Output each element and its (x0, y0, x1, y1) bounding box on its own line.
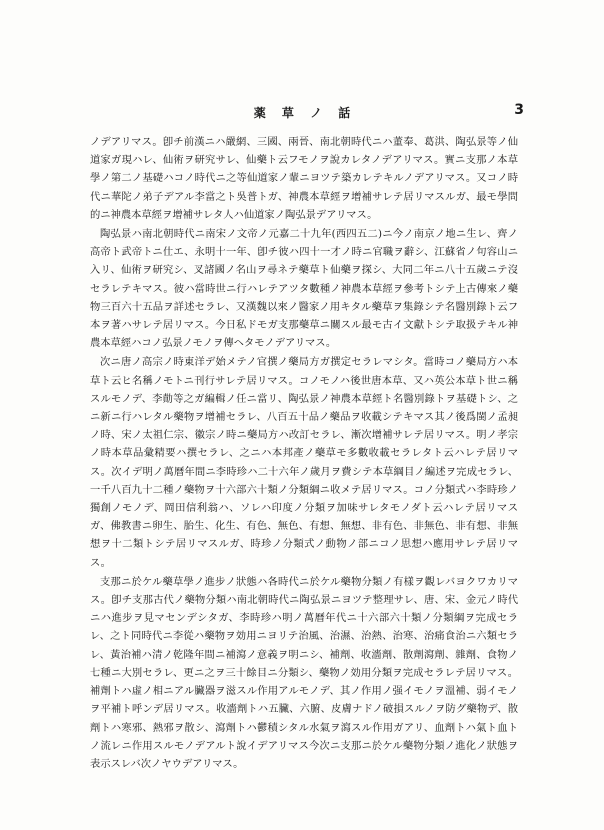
paragraph: 支那ニ於ケル藥草學ノ進步ノ狀態ハ各時代ニ於ケル藥物分類ノ有樣ヲ觀レバヨクワカリマス。卽チ支那古代ノ藥物分類ハ南北朝時代ニ陶弘景ニヨツテ整理サレ、唐、宋、金元ノ時代ニハ進步ヲ見マセンデシタガ、李時珍ハ明ノ萬曆年代ニ十六部六十類ノ分類綱ヲ完成セラレ、之ト同時代ニ李從ハ藥物ヲ効用ニヨリテ治風、治濕、治熱、治寒、治痛食治ニ六類セラレ、黃治補ハ清ノ乾隆年間ニ補瀉ノ意義ヲ明ニシ、補劑、收濇劑、散劑瀉劑、雜劑、食物ノ七種ニ大別セラレ、更ニ之ヲ三十餘目ニ分類シ、藥物ノ効用分類ヲ完成セラレテ居リマス。補劑トハ虛ノ相ニアル臟器ヲ滋スル作用アルモノデ、其ノ作用ノ强イモノヲ溫補、弱イモノヲ平補ト呼ンデ居リマス。收濇劑トハ五臟、六腑、皮膚ナドノ破損スルノヲ防グ藥物デ、散劑トハ寒邪、熱邪ヲ散シ、瀉劑トハ鬱積シタル水氣ヲ瀉スル作用ガアリ、血劑トハ氣ト血トノ流レニ作用スルモノデアルト說イデアリマス今次ニ支那ニ於ケル藥物分類ノ進化ノ狀態ヲ表示スレバ次ノヤウデアリマス。 (90, 575, 518, 770)
body-text (90, 133, 518, 774)
running-title: 薬 草 ノ 話 (253, 106, 357, 120)
paragraph: 次ニ唐ノ高宗ノ時東洋デ始メテノ官撰ノ藥局方ガ撰定セラレマシタ。當時コノ藥局方ハ本草ト云ヒ名稱ノモトニ刊行サレテ居リマス。コノモノハ後世唐本草、又ハ英公本草ト世ニ稱スルモノデ、李勣等之ガ編輯ノ任ニ當リ、陶弘景ノ神農本草經ト名醫別錄トヲ基礎トシ、之ニ新ニ行ハレタル藥物ヲ增補セラレ、八百五十品ノ藥品ヲ收載シテキマス其ノ後爲閩ノ孟昶ノ時、宋ノ太祖仁宗、徽宗ノ時ニ藥局方ハ改訂セラレ、漸次增補サレテ居リマス。明ノ孝宗ノ時本草品彙精要ハ撰セラレ、之ニハ本邦產ノ藥草モ多數收載セラレタト云ハレテ居リマス。次イデ明ノ萬曆年間ニ李時珍ハ二十六年ノ歲月ヲ費シテ本草綱目ノ編述ヲ完成セラレ、一千八百九十二種ノ藥物ヲ十六部六十類ノ分類綱ニ收メテ居リマス。コノ分類式ハ李時珍ノ獨創ノモノデ、岡田信利翁ハ、ソレハ印度ノ分類ヲ加味サレタモノダト云ハレテ居リマスガ、佛教書ニ卵生、胎生、化生、有色、無色、有想、無想、非有色、非無色、非有想、非無想ヲ十二類トシテ居リマスルガ、時珍ノ分類式ノ動物ノ部ニコノ思想ハ應用サレテ居リマス。 (90, 356, 518, 569)
paragraph: 陶弘景ハ南北朝時代ニ南宋ノ文帝ノ元嘉二十九年(西四五二)ニ今ノ南京ノ地ニ生レ、齊ノ高帝ト武帝トニ仕エ、永明十一年、卽チ彼ハ四十一才ノ時ニ官職ヲ辭シ、江蘇省ノ句容山ニ入リ、仙術ヲ研究シ、叉諸國ノ名山ヲ尋ネテ藥草ト仙藥ヲ探シ、大同二年ニ八十五歲ニテ沒セラレテキマス。彼ハ當時世ニ行ハレテアツタ數種ノ神農本草經ヲ參考トシテ上古傳來ノ藥物三百六十五品ヲ詳述セラレ、又漢魏以來ノ醫家ノ用キタル藥草ヲ集錄シテ名醫別錄ト云フ本ヲ著ハサレテ居リマス。今日私ドモガ支那藥草ニ關スル最モ古イ文獻トシテ取扱テキル神農本草經ハコノ弘景ノモノヲ傳ヘタモノデアリマス。 (90, 228, 518, 350)
paragraph: ノデアリマス。卽チ前漢ニハ嚴網、三國、兩晉、南北朝時代ニハ董奉、葛洪、陶弘景等ノ仙道家ガ現ハレ、仙術ヲ研究サレ、仙藥ト云フモノヲ說カレタノデアリマス。實ニ支那ノ本草學ノ第二ノ基礎ハコノ時代ニ之等仙道家ノ輩ニヨツテ築カレテキルノデアリマス。又コノ時代ニ華陀ノ弟子デアル李當之ト吳普トガ、神農本草經ヲ增補サレテ居リマスルガ、最モ學問的ニ神農本草經ヲ增補サレタ人ハ仙道家ノ陶弘景デアリマス。 (90, 136, 518, 221)
page-header (90, 102, 524, 124)
page-number: 3 (514, 102, 524, 118)
